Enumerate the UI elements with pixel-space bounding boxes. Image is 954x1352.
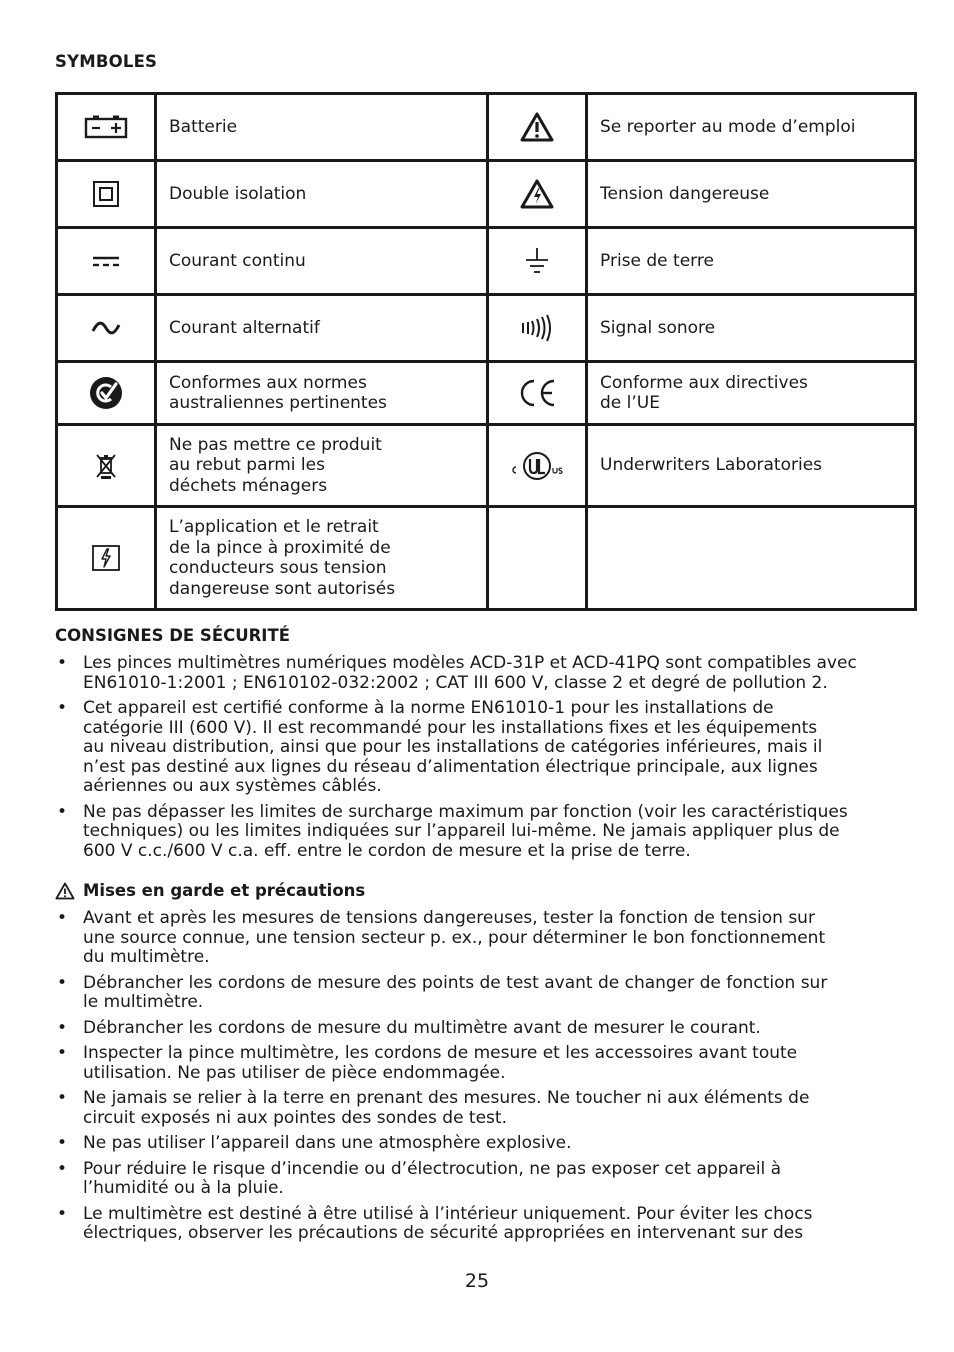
bullet-item	[55, 699, 905, 797]
page-number: 25	[464, 1270, 490, 1292]
symbol-row	[57, 94, 916, 161]
battery-icon	[84, 117, 128, 137]
bullet-item	[55, 1134, 905, 1154]
bullet-item	[55, 1019, 905, 1039]
bullet-dot: •	[57, 1043, 68, 1063]
bullet-item	[55, 1160, 905, 1199]
bullet-item	[55, 803, 905, 862]
c-tick-icon	[89, 383, 123, 403]
bullet-line: Les pinces multimètres numériques modèles ACD-31P et ACD-41PQ sont compatibles avec	[83, 653, 857, 673]
symbols-heading: SYMBOLES	[55, 52, 158, 71]
bullet-item	[55, 974, 905, 1013]
bullet-line: Avant et après les mesures de tensions dangereuses, tester la fonction de tension sur	[83, 908, 815, 928]
bullet-dot: •	[57, 801, 68, 822]
bullet-dot: •	[57, 1017, 68, 1038]
dangerous-voltage-icon	[520, 184, 554, 204]
bullet-line: Pour réduire le risque d’incendie ou d’électrocution, ne pas exposer cet appareil à	[83, 1158, 782, 1179]
symbol-description-line: dangereuse sont autorisés	[169, 578, 396, 599]
caution-triangle-icon	[520, 117, 554, 137]
symbol-description	[587, 94, 916, 161]
symbol-description-line: Signal sonore	[600, 317, 716, 338]
bullet-line: au niveau distribution, ainsi que pour les installations de catégories inférieures, mais il	[83, 737, 823, 757]
symbol-row	[57, 425, 916, 507]
symbol-description	[587, 507, 916, 610]
symbol-description	[156, 362, 488, 425]
symbol-icon-cell	[57, 362, 156, 425]
audible-signal-icon	[520, 318, 554, 338]
bullet-line: Débrancher les cordons de mesure du multimètre avant de mesurer le courant.	[83, 1017, 761, 1038]
symbol-icon-cell	[488, 362, 587, 425]
symbol-icon-cell	[57, 161, 156, 228]
symbol-description-line: Courant alternatif	[169, 317, 320, 338]
symbol-row	[57, 161, 916, 228]
symbol-row	[57, 228, 916, 295]
bullet-item	[55, 909, 905, 968]
symbols-table	[55, 92, 917, 611]
bullet-line: n’est pas destiné aux lignes du réseau d’alimentation électrique principale, aux lignes	[83, 756, 818, 777]
symbol-description-line: Underwriters Laboratories	[600, 455, 823, 476]
symbol-row	[57, 295, 916, 362]
warning-list	[55, 909, 905, 1250]
symbol-description-line: Ne pas mettre ce produit	[169, 434, 382, 455]
symbol-icon-cell	[488, 228, 587, 295]
bullet-line: le multimètre.	[83, 992, 204, 1012]
bullet-dot: •	[57, 653, 68, 673]
direct-current-icon	[91, 251, 121, 271]
symbol-row	[57, 362, 916, 425]
bullet-line: Le multimètre est destiné à être utilisé à l’intérieur uniquement. Pour éviter les chocs	[83, 1203, 813, 1224]
symbol-icon-cell	[488, 94, 587, 161]
ground-icon	[523, 251, 551, 271]
symbol-description-line: Se reporter au mode d’emploi	[600, 116, 856, 137]
symbol-description-line: Conformes aux normes	[169, 372, 367, 393]
symbol-description-line: Batterie	[169, 116, 238, 137]
ul-mark-icon	[510, 456, 564, 476]
bullet-line: Inspecter la pince multimètre, les cordons de mesure et les accessoires avant toute	[83, 1043, 798, 1063]
bullet-line: 600 V c.c./600 V c.a. eff. entre le cordon de mesure et la prise de terre.	[83, 840, 691, 861]
symbol-description	[156, 507, 488, 610]
bullet-line: électriques, observer les précautions de sécurité appropriées en intervenant sur des	[83, 1223, 804, 1243]
symbol-description	[156, 161, 488, 228]
symbol-description-line: L’application et le retrait	[169, 517, 379, 537]
bullet-line: Cet appareil est certifié conforme à la norme EN61010-1 pour les installations de	[83, 698, 774, 718]
warnings-heading-text: Mises en garde et précautions	[83, 881, 366, 900]
symbol-icon-cell	[488, 507, 587, 610]
symbol-description	[587, 295, 916, 362]
symbol-description-line: Double isolation	[169, 183, 307, 204]
symbol-description-line: au rebut parmi les	[169, 455, 325, 476]
bullet-line: EN61010-1:2001 ; EN610102-032:2002 ; CAT III 600 V, classe 2 et degré de pollution 2.	[83, 672, 828, 693]
symbol-description	[156, 94, 488, 161]
bullet-line: Ne pas utiliser l’appareil dans une atmosphère explosive.	[83, 1133, 572, 1153]
symbol-description-line: Conforme aux directives	[600, 372, 808, 393]
symbol-icon-cell	[57, 507, 156, 610]
double-insulation-icon	[92, 184, 120, 204]
bullet-item	[55, 1089, 905, 1128]
safety-list	[55, 654, 905, 867]
symbol-description-line: de l’UE	[600, 393, 660, 413]
bullet-dot: •	[57, 1203, 68, 1224]
symbol-description	[587, 161, 916, 228]
bullet-line: utilisation. Ne pas utiliser de pièce endommagée.	[83, 1062, 506, 1083]
symbol-icon-cell	[57, 94, 156, 161]
symbol-icon-cell	[57, 295, 156, 362]
bullet-dot: •	[57, 698, 68, 718]
bullet-line: une source connue, une tension secteur p. ex., pour déterminer le bon fonctionnement	[83, 927, 826, 948]
symbol-icon-cell	[57, 425, 156, 507]
ce-mark-icon	[517, 383, 557, 403]
bullet-line: circuit exposés ni aux pointes des sondes de test.	[83, 1107, 507, 1128]
symbol-description-line: Tension dangereuse	[600, 183, 770, 204]
bullet-item	[55, 1044, 905, 1083]
symbol-description-line: australiennes pertinentes	[169, 393, 387, 413]
symbol-description	[156, 295, 488, 362]
symbol-description	[587, 425, 916, 507]
alternating-current-icon	[91, 318, 121, 338]
bullet-item	[55, 654, 905, 693]
symbol-description	[587, 362, 916, 425]
symbol-description	[156, 425, 488, 507]
bullet-dot: •	[57, 1158, 68, 1179]
bullet-dot: •	[57, 972, 68, 993]
symbol-icon-cell	[488, 295, 587, 362]
symbol-icon-cell	[488, 161, 587, 228]
bullet-line: techniques) ou les limites indiquées sur l’appareil lui-même. Ne jamais appliquer plus de	[83, 821, 840, 841]
safety-heading: CONSIGNES DE SÉCURITÉ	[55, 626, 290, 645]
symbol-icon-cell	[488, 425, 587, 507]
warning-triangle-icon	[55, 882, 75, 900]
symbol-description-line: de la pince à proximité de	[169, 537, 391, 558]
bullet-dot: •	[57, 908, 68, 928]
symbol-description-line: déchets ménagers	[169, 475, 328, 496]
warnings-heading	[55, 881, 365, 900]
bullet-line: du multimètre.	[83, 947, 210, 967]
bullet-line: aériennes ou aux systèmes câblés.	[83, 776, 382, 796]
symbol-description-line: Courant continu	[169, 250, 306, 271]
crossed-bin-icon	[95, 456, 117, 476]
symbol-row	[57, 507, 916, 610]
symbol-description	[156, 228, 488, 295]
hazardous-live-icon	[91, 548, 121, 568]
bullet-dot: •	[57, 1133, 68, 1153]
bullet-dot: •	[57, 1088, 68, 1108]
symbol-icon-cell	[57, 228, 156, 295]
bullet-line: Ne pas dépasser les limites de surcharge maximum par fonction (voir les caractéristiques	[83, 801, 848, 822]
symbol-description	[587, 228, 916, 295]
bullet-line: l’humidité ou à la pluie.	[83, 1178, 284, 1198]
bullet-line: Débrancher les cordons de mesure des points de test avant de changer de fonction sur	[83, 972, 828, 993]
symbol-description-line: Prise de terre	[600, 250, 714, 271]
bullet-line: Ne jamais se relier à la terre en prenant des mesures. Ne toucher ni aux éléments de	[83, 1088, 810, 1108]
bullet-line: catégorie III (600 V). Il est recommandé pour les installations fixes et les équipements	[83, 717, 818, 738]
bullet-item	[55, 1205, 905, 1244]
symbol-description-line: conducteurs sous tension	[169, 558, 387, 578]
